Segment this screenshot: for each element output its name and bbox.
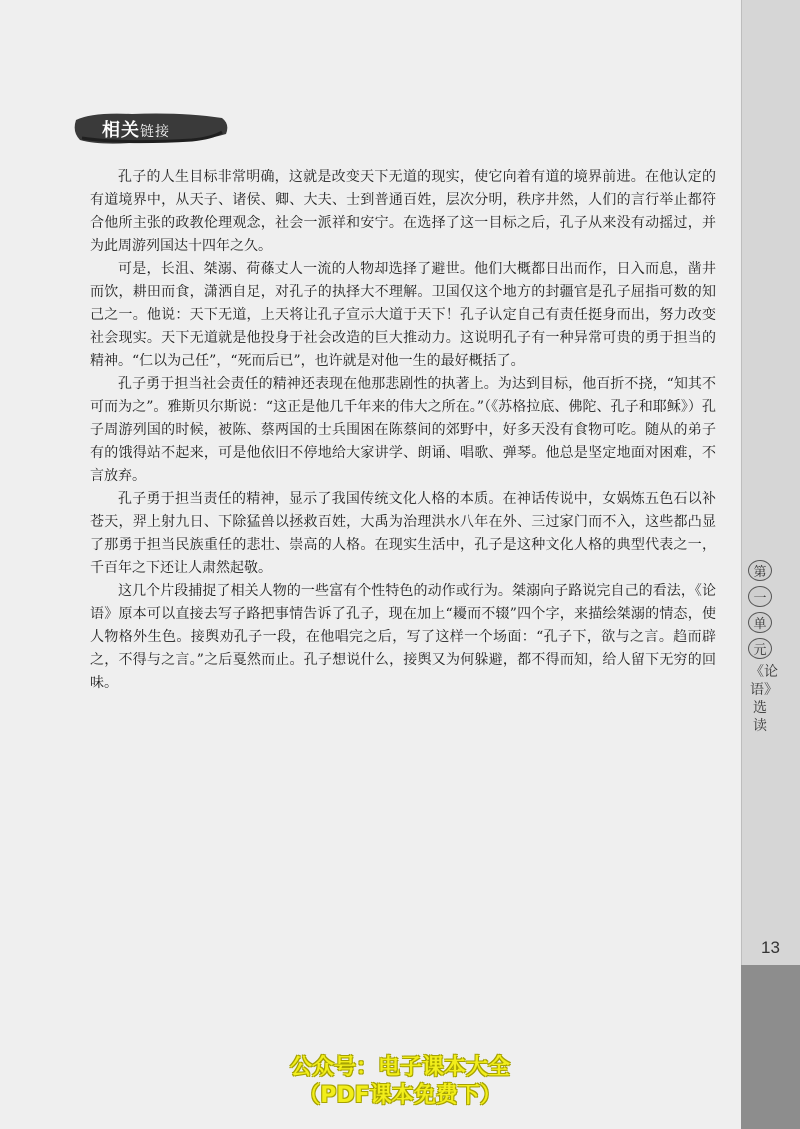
page-number: 13 xyxy=(761,938,780,957)
banner-title xyxy=(102,116,170,142)
sidebar-bottom-block xyxy=(741,965,800,1129)
unit-char: 单 xyxy=(748,612,772,633)
section-banner xyxy=(72,110,232,148)
paragraph: 可是，长沮、桀溺、荷蓧丈人一流的人物却选择了避世。他们大概都日出而作，日入而息，凿井而饮，耕田而食，潇洒自足，对孔子的执择大不理解。卫国仅这个地方的封疆官是孔子屈指可数的知己之一。他说：天下无道，上天将让孔子宣示大道于天下！孔子认定自己有责任挺身而出，努力改变社会现实。天下无道就是他投身于社会改造的巨大推动力。这说明孔子有一种异常可贵的勇于担当的精神。“仁以为己任”，“死而后已”，也许就是对他一生的最好概括了。 xyxy=(90,261,716,369)
paragraph: 这几个片段捕捉了相关人物的一些富有个性特色的动作或行为。桀溺向子路说完自己的看法，《论语》原本可以直接去写子路把事情告诉了孔子，现在加上“耰而不辍”四个字，来描绘桀溺的情态，使人物格外生色。接舆劝孔子一段，在他唱完之后，写了这样一个场面：“孔子下，欲与之言。趋而辟之，不得与之言。”之后戛然而止。孔子想说什么，接舆又为何躲避，都不得而知，给人留下无穷的回味。 xyxy=(90,583,716,691)
watermark xyxy=(200,1054,600,1110)
banner-title-main: 相关 xyxy=(102,120,140,141)
watermark-line: （PDF课本免费下） xyxy=(298,1083,502,1108)
paragraph: 孔子的人生目标非常明确，这就是改变天下无道的现实，使它向着有道的境界前进。在他认定的有道境界中，从天子、诸侯、卿、大夫、士到普通百姓，层次分明，秩序井然，人们的言行举止都符合他所主张的政教伦理观念，社会一派祥和安宁。在选择了这一目标之后，孔子从来没有动摇过，并为此周游列国达十四年之久。 xyxy=(90,169,716,254)
watermark-line: 公众号：电子课本大全 xyxy=(289,1055,510,1080)
unit-char: 第 xyxy=(748,560,772,581)
paragraph: 孔子勇于担当社会责任的精神还表现在他那悲剧性的执著上。为达到目标，他百折不挠，“知其不可而为之”。雅斯贝尔斯说：“这正是他几千年来的伟大之所在。”（《苏格拉底、佛陀、孔子和耶稣》）孔子周游列国的时候，被陈、蔡两国的士兵围困在陈蔡间的郊野中，好多天没有食物可吃。随从的弟子有的饿得站不起来，可是他依旧不停地给大家讲学、朗诵、唱歌、弹琴。他总是坚定地面对困难，不言放弃。 xyxy=(90,376,716,484)
unit-char: 一 xyxy=(748,586,772,607)
book-title: 《论语》选读 xyxy=(750,664,778,734)
paragraph: 孔子勇于担当责任的精神，显示了我国传统文化人格的本质。在神话传说中，女娲炼五色石以补苍天，羿上射九日、下除猛兽以拯救百姓，大禹为治理洪水八年在外、三过家门而不入，这些都凸显了那勇于担当民族重任的悲壮、崇高的人格。在现实生活中，孔子是这种文化人格的典型代表之一，千百年之下还让人肃然起敬。 xyxy=(90,491,716,576)
unit-badge xyxy=(747,560,773,660)
unit-char: 元 xyxy=(748,638,772,659)
banner-title-small: 链接 xyxy=(140,124,170,140)
article-body xyxy=(90,166,716,695)
